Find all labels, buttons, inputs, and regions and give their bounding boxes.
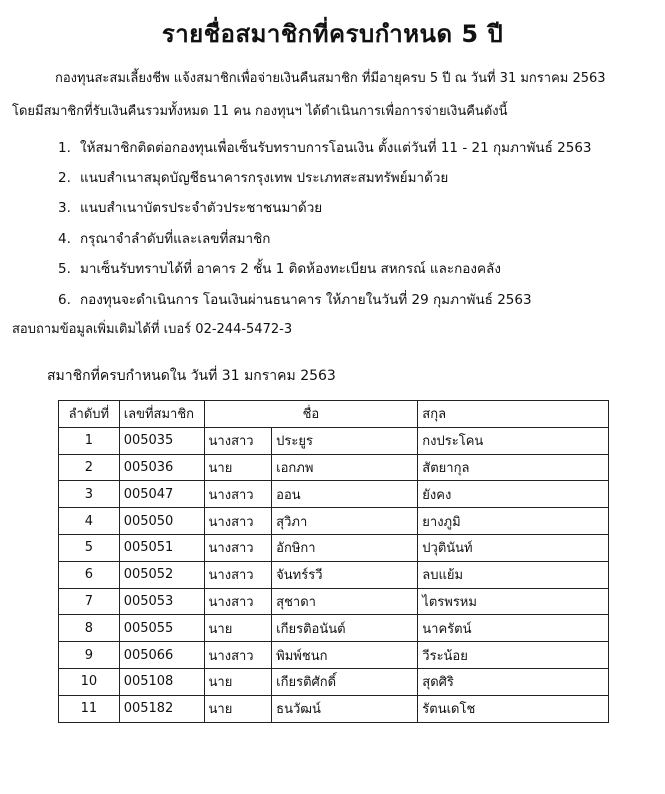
cell-first-name: ประยูร bbox=[272, 427, 418, 454]
contact-info: สอบถามข้อมูลเพิ่มเติมได้ที่ เบอร์ 02-244-5472-3 bbox=[12, 322, 293, 337]
instruction-item bbox=[58, 136, 592, 158]
cell-first-name: สุชาดา bbox=[272, 588, 418, 615]
table-row bbox=[59, 481, 609, 508]
instruction-text: กรุณาจำลำดับที่และเลขที่สมาชิก bbox=[80, 231, 271, 247]
instruction-number: 6. bbox=[58, 292, 71, 308]
cell-first-name: ธนวัฒน์ bbox=[272, 695, 418, 722]
cell-surname: สัตยากุล bbox=[418, 454, 609, 481]
members-table bbox=[58, 400, 609, 723]
instruction-item bbox=[58, 227, 270, 249]
cell-surname: รัตนเดโช bbox=[418, 695, 609, 722]
table-row bbox=[59, 642, 609, 669]
cell-prefix: นาย bbox=[204, 668, 272, 695]
cell-order: 9 bbox=[59, 642, 120, 669]
header-surname: สกุล bbox=[418, 401, 609, 428]
instruction-text: ให้สมาชิกติดต่อกองทุนเพื่อเซ็นรับทราบการโอนเงิน ตั้งแต่วันที่ 11 - 21 กุมภาพันธ์ 2563 bbox=[80, 140, 592, 156]
cell-first-name: เกียรติศักดิ์ bbox=[272, 668, 418, 695]
header-name: ชื่อ bbox=[204, 401, 418, 428]
instruction-text: กองทุนจะดำเนินการ โอนเงินผ่านธนาคาร ให้ภายในวันที่ 29 กุมภาพันธ์ 2563 bbox=[80, 292, 532, 308]
cell-first-name: พิมพ์ชนก bbox=[272, 642, 418, 669]
cell-member-id: 005052 bbox=[119, 561, 204, 588]
cell-prefix: นางสาว bbox=[204, 642, 272, 669]
table-heading: สมาชิกที่ครบกำหนดใน วันที่ 31 มกราคม 2563 bbox=[47, 368, 336, 384]
cell-member-id: 005055 bbox=[119, 615, 204, 642]
cell-member-id: 005035 bbox=[119, 427, 204, 454]
instruction-number: 1. bbox=[58, 140, 71, 156]
instruction-item bbox=[58, 257, 501, 279]
cell-prefix: นางสาว bbox=[204, 561, 272, 588]
cell-surname: สุดศิริ bbox=[418, 668, 609, 695]
cell-prefix: นางสาว bbox=[204, 534, 272, 561]
cell-order: 3 bbox=[59, 481, 120, 508]
cell-surname: นาครัตน์ bbox=[418, 615, 609, 642]
cell-order: 7 bbox=[59, 588, 120, 615]
cell-surname: ไตรพรหม bbox=[418, 588, 609, 615]
cell-first-name: สุวิภา bbox=[272, 508, 418, 535]
cell-member-id: 005108 bbox=[119, 668, 204, 695]
cell-order: 5 bbox=[59, 534, 120, 561]
cell-order: 11 bbox=[59, 695, 120, 722]
intro-line-2: โดยมีสมาชิกที่รับเงินคืนรวมทั้งหมด 11 คน กองทุนฯ ได้ดำเนินการเพื่อการจ่ายเงินคืนดังนี้ bbox=[12, 104, 508, 119]
cell-prefix: นางสาว bbox=[204, 427, 272, 454]
cell-member-id: 005182 bbox=[119, 695, 204, 722]
cell-surname: กงประโคน bbox=[418, 427, 609, 454]
instruction-number: 5. bbox=[58, 261, 71, 277]
cell-surname: ยังคง bbox=[418, 481, 609, 508]
intro-line-1: กองทุนสะสมเลี้ยงชีพ แจ้งสมาชิกเพื่อจ่ายเงินคืนสมาชิก ที่มีอายุครบ 5 ปี ณ วันที่ 31 มกราคม 2563 bbox=[55, 71, 606, 86]
cell-first-name: อักษิกา bbox=[272, 534, 418, 561]
cell-member-id: 005051 bbox=[119, 534, 204, 561]
table-row bbox=[59, 508, 609, 535]
instruction-item bbox=[58, 288, 532, 310]
instruction-text: แนบสำเนาบัตรประจำตัวประชาชนมาด้วย bbox=[80, 200, 323, 216]
cell-first-name: เกียรติอนันต์ bbox=[272, 615, 418, 642]
cell-first-name: ออน bbox=[272, 481, 418, 508]
table-row bbox=[59, 534, 609, 561]
cell-order: 2 bbox=[59, 454, 120, 481]
table-row bbox=[59, 668, 609, 695]
table-row bbox=[59, 454, 609, 481]
table-row bbox=[59, 615, 609, 642]
cell-prefix: นางสาว bbox=[204, 508, 272, 535]
cell-prefix: นาย bbox=[204, 615, 272, 642]
table-row bbox=[59, 695, 609, 722]
cell-member-id: 005066 bbox=[119, 642, 204, 669]
instruction-number: 4. bbox=[58, 231, 71, 247]
cell-prefix: นาย bbox=[204, 454, 272, 481]
page-title: รายชื่อสมาชิกที่ครบกำหนด 5 ปี bbox=[161, 20, 504, 48]
cell-member-id: 005053 bbox=[119, 588, 204, 615]
cell-member-id: 005036 bbox=[119, 454, 204, 481]
instruction-number: 3. bbox=[58, 200, 71, 216]
cell-prefix: นาย bbox=[204, 695, 272, 722]
instruction-item bbox=[58, 166, 448, 188]
cell-surname: ลบแย้ม bbox=[418, 561, 609, 588]
cell-prefix: นางสาว bbox=[204, 481, 272, 508]
cell-member-id: 005047 bbox=[119, 481, 204, 508]
cell-order: 10 bbox=[59, 668, 120, 695]
instruction-text: มาเซ็นรับทราบได้ที่ อาคาร 2 ชั้น 1 ติดห้องทะเบียน สหกรณ์ และกองคลัง bbox=[80, 261, 501, 277]
instruction-item bbox=[58, 196, 322, 218]
cell-member-id: 005050 bbox=[119, 508, 204, 535]
cell-surname: ปวุตินันท์ bbox=[418, 534, 609, 561]
header-order: ลำดับที่ bbox=[59, 401, 120, 428]
table-header-row bbox=[59, 401, 609, 428]
table-row bbox=[59, 588, 609, 615]
header-member-id: เลขที่สมาชิก bbox=[119, 401, 204, 428]
cell-order: 8 bbox=[59, 615, 120, 642]
cell-order: 1 bbox=[59, 427, 120, 454]
instruction-text: แนบสำเนาสมุดบัญชีธนาคารกรุงเทพ ประเภทสะสมทรัพย์มาด้วย bbox=[80, 170, 449, 186]
cell-surname: วีระน้อย bbox=[418, 642, 609, 669]
instruction-number: 2. bbox=[58, 170, 71, 186]
cell-order: 6 bbox=[59, 561, 120, 588]
cell-order: 4 bbox=[59, 508, 120, 535]
table-row bbox=[59, 561, 609, 588]
cell-prefix: นางสาว bbox=[204, 588, 272, 615]
cell-surname: ยางภูมิ bbox=[418, 508, 609, 535]
cell-first-name: จันทร์รวี bbox=[272, 561, 418, 588]
cell-first-name: เอกภพ bbox=[272, 454, 418, 481]
table-row bbox=[59, 427, 609, 454]
